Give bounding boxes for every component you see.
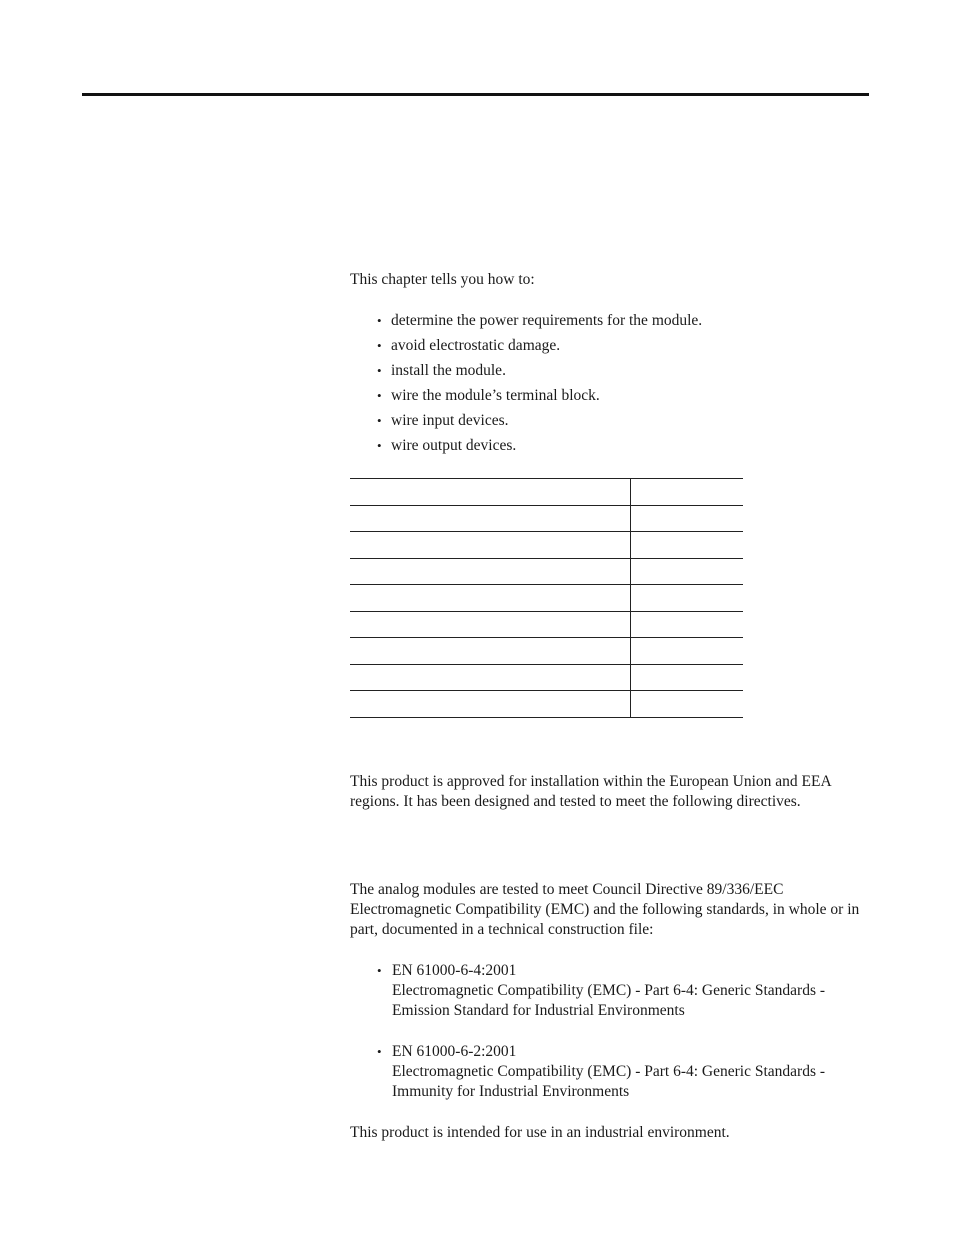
list-item: • determine the power requirements for the module. — [377, 311, 702, 336]
bullet-icon: • — [377, 363, 382, 378]
bullet-icon: • — [377, 963, 382, 978]
chapter-intro: This chapter tells you how to: — [350, 271, 535, 288]
standard-subtitle: Emission Standard for Industrial Environments — [392, 1002, 685, 1019]
standard-subtitle: Immunity for Industrial Environments — [392, 1083, 630, 1100]
bullet-icon: • — [377, 338, 382, 353]
table-row — [350, 585, 743, 612]
table-row — [350, 505, 743, 532]
bullet-icon: • — [377, 313, 382, 328]
table-row — [350, 664, 743, 691]
approval-paragraph: This product is approved for installation within the European Union and EEA regions. It has been designed and tested to meet the following directives. — [350, 773, 831, 810]
emc-paragraph: The analog modules are tested to meet Council Directive 89/336/EEC Electromagnetic Compatibility (EMC) and the following standards, in whole or in part, documented in a technical construction file: — [350, 881, 860, 938]
table-row — [350, 479, 743, 506]
bullet-icon: • — [377, 413, 382, 428]
list-item: • avoid electrostatic damage. — [377, 336, 702, 361]
environment-note: This product is intended for use in an industrial environment. — [350, 1124, 730, 1141]
list-item: • wire the module’s terminal block. — [377, 386, 702, 411]
bullet-icon: • — [377, 1044, 382, 1059]
standard-code: EN 61000-6-2:2001 — [392, 1043, 517, 1060]
standard-title: Electromagnetic Compatibility (EMC) - Part 6-4: Generic Standards - — [392, 1063, 826, 1080]
table-row — [350, 532, 743, 559]
header-rule — [82, 93, 869, 96]
table-row — [350, 691, 743, 718]
topic-page-table — [350, 478, 743, 718]
table-row — [350, 611, 743, 638]
task-list — [377, 311, 702, 461]
list-item: • wire output devices. — [377, 436, 702, 461]
list-item: • wire input devices. — [377, 411, 702, 436]
standard-title: Electromagnetic Compatibility (EMC) - Part 6-4: Generic Standards - — [392, 982, 826, 999]
table-row — [350, 638, 743, 665]
standard-item — [377, 1042, 877, 1102]
list-item: • install the module. — [377, 361, 702, 386]
bullet-icon: • — [377, 388, 382, 403]
table-row — [350, 558, 743, 585]
standard-item — [377, 961, 877, 1021]
standard-code: EN 61000-6-4:2001 — [392, 962, 517, 979]
bullet-icon: • — [377, 438, 382, 453]
